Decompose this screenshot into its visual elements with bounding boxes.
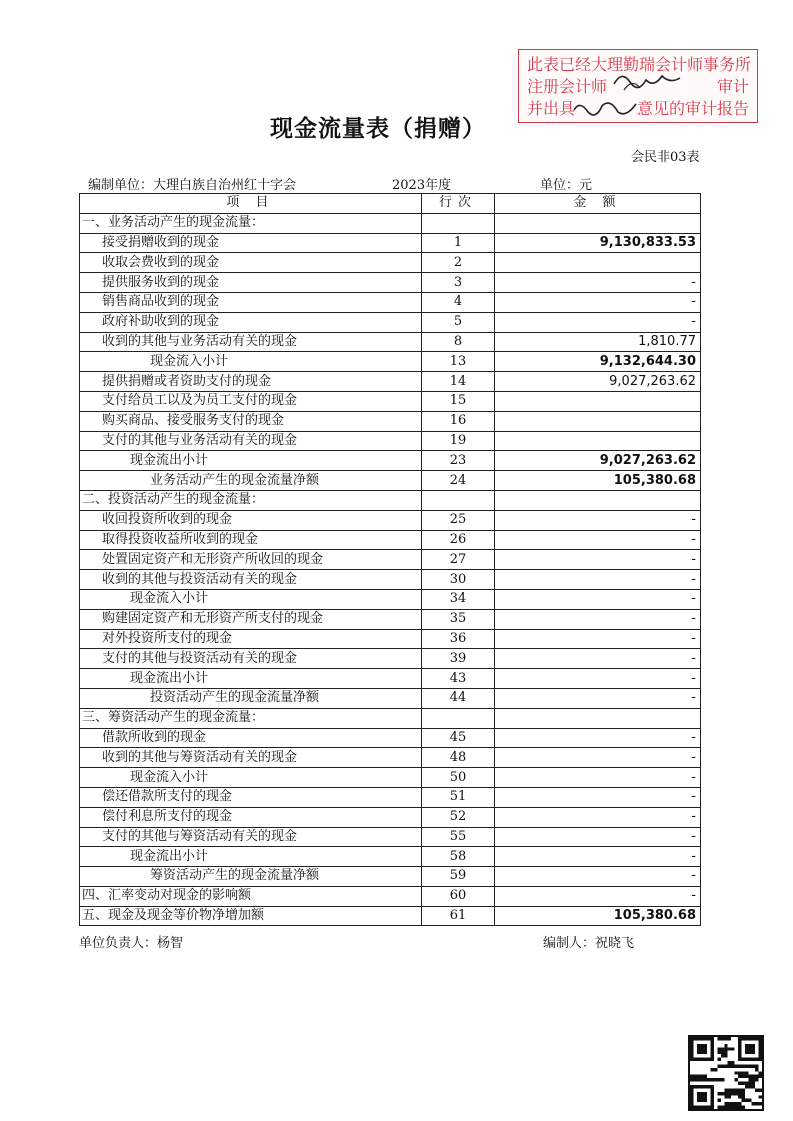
stamp-line-2-left: 注册会计师: [527, 77, 608, 96]
row-amount: -: [495, 629, 701, 649]
row-amount: 1,810.77: [495, 332, 701, 352]
row-amount: 9,027,263.62: [495, 451, 701, 471]
row-line-no: 30: [422, 570, 495, 590]
table-row: [80, 589, 701, 609]
row-line-no: 60: [422, 886, 495, 906]
table-row: [80, 510, 701, 530]
row-amount: -: [495, 550, 701, 570]
row-line-no: 5: [422, 312, 495, 332]
row-line-no: 44: [422, 688, 495, 708]
row-item: 接受捐赠收到的现金: [80, 233, 422, 253]
row-amount: -: [495, 688, 701, 708]
table-row: [80, 273, 701, 293]
row-line-no: [422, 490, 495, 510]
row-amount: [495, 213, 701, 233]
row-line-no: 25: [422, 510, 495, 530]
row-item: 收到的其他与业务活动有关的现金: [80, 332, 422, 352]
row-item: 偿付利息所支付的现金: [80, 807, 422, 827]
row-line-no: 34: [422, 589, 495, 609]
row-line-no: 26: [422, 530, 495, 550]
qr-code: [688, 1035, 764, 1111]
stamp-line-2-right: 审计: [717, 77, 750, 96]
row-item: 购买商品、接受服务支付的现金: [80, 411, 422, 431]
row-item: 业务活动产生的现金流量净额: [80, 471, 422, 491]
reporting-unit: 编制单位：大理白族自治州红十字会: [88, 178, 297, 193]
row-item: 取得投资收益所收到的现金: [80, 530, 422, 550]
row-amount: 9,130,833.53: [495, 233, 701, 253]
row-amount: -: [495, 886, 701, 906]
row-item: 对外投资所支付的现金: [80, 629, 422, 649]
row-amount: [495, 411, 701, 431]
table-row: [80, 550, 701, 570]
row-item: 购建固定资产和无形资产所支付的现金: [80, 609, 422, 629]
row-amount: -: [495, 728, 701, 748]
reporting-year: 2023年度: [392, 178, 452, 193]
row-amount: -: [495, 867, 701, 887]
row-line-no: 50: [422, 768, 495, 788]
row-amount: 105,380.68: [495, 906, 701, 926]
row-line-no: 52: [422, 807, 495, 827]
row-item: 投资活动产生的现金流量净额: [80, 688, 422, 708]
table-row: [80, 253, 701, 273]
row-line-no: 48: [422, 748, 495, 768]
row-amount: [495, 253, 701, 273]
row-line-no: [422, 213, 495, 233]
row-line-no: 1: [422, 233, 495, 253]
row-amount: -: [495, 273, 701, 293]
row-item: 支付给员工以及为员工支付的现金: [80, 391, 422, 411]
table-row: [80, 669, 701, 689]
table-row: [80, 728, 701, 748]
row-item: 一、业务活动产生的现金流量：: [80, 213, 422, 233]
row-item: 收回投资所收到的现金: [80, 510, 422, 530]
row-item: 现金流出小计: [80, 669, 422, 689]
form-code: 会民非03表: [631, 150, 700, 165]
row-line-no: 24: [422, 471, 495, 491]
row-item: 筹资活动产生的现金流量净额: [80, 867, 422, 887]
responsible-person: 单位负责人：杨智: [79, 936, 184, 951]
table-row: [80, 570, 701, 590]
row-amount: -: [495, 787, 701, 807]
row-line-no: 58: [422, 847, 495, 867]
row-item: 四、汇率变动对现金的影响额: [80, 886, 422, 906]
table-row: [80, 807, 701, 827]
row-line-no: [422, 708, 495, 728]
row-item: 提供服务收到的现金: [80, 273, 422, 293]
row-line-no: 15: [422, 391, 495, 411]
table-row: [80, 372, 701, 392]
table-row: [80, 352, 701, 372]
table-row: [80, 312, 701, 332]
row-line-no: 36: [422, 629, 495, 649]
row-item: 现金流出小计: [80, 847, 422, 867]
row-item: 三、筹资活动产生的现金流量：: [80, 708, 422, 728]
row-amount: -: [495, 827, 701, 847]
row-amount: -: [495, 609, 701, 629]
row-amount: -: [495, 669, 701, 689]
row-line-no: 23: [422, 451, 495, 471]
row-line-no: 35: [422, 609, 495, 629]
cash-flow-table: [79, 193, 701, 926]
auditor-signature-1: [610, 66, 690, 96]
row-line-no: 61: [422, 906, 495, 926]
row-item: 处置固定资产和无形资产所收回的现金: [80, 550, 422, 570]
table-row: [80, 411, 701, 431]
table-row: [80, 787, 701, 807]
row-line-no: 8: [422, 332, 495, 352]
row-amount: [495, 490, 701, 510]
table-row: [80, 748, 701, 768]
preparer: 编制人：祝晓飞: [543, 936, 635, 951]
table-row: [80, 886, 701, 906]
row-line-no: 13: [422, 352, 495, 372]
row-amount: 105,380.68: [495, 471, 701, 491]
row-amount: -: [495, 510, 701, 530]
row-line-no: 43: [422, 669, 495, 689]
row-amount: -: [495, 847, 701, 867]
table-row: [80, 827, 701, 847]
table-row: [80, 629, 701, 649]
row-amount: -: [495, 530, 701, 550]
row-item: 政府补助收到的现金: [80, 312, 422, 332]
row-line-no: 39: [422, 649, 495, 669]
row-amount: -: [495, 570, 701, 590]
row-item: 偿还借款所支付的现金: [80, 787, 422, 807]
row-line-no: 4: [422, 292, 495, 312]
row-amount: -: [495, 748, 701, 768]
stamp-line-3-left: 并出具: [527, 99, 576, 118]
header-amount: 金 额: [495, 194, 701, 214]
row-item: 二、投资活动产生的现金流量：: [80, 490, 422, 510]
row-item: 现金流出小计: [80, 451, 422, 471]
header-item: 项 目: [80, 194, 422, 214]
table-row: [80, 332, 701, 352]
row-amount: -: [495, 292, 701, 312]
stamp-line-1: 此表已经大理勤瑞会计师事务所: [527, 55, 752, 74]
table-row: [80, 530, 701, 550]
row-item: 收取会费收到的现金: [80, 253, 422, 273]
table-row: [80, 490, 701, 510]
row-line-no: 14: [422, 372, 495, 392]
row-item: 提供捐赠或者资助支付的现金: [80, 372, 422, 392]
row-item: 现金流入小计: [80, 352, 422, 372]
table-row: [80, 906, 701, 926]
row-line-no: 45: [422, 728, 495, 748]
row-line-no: 55: [422, 827, 495, 847]
table-row: [80, 431, 701, 451]
row-item: 五、现金及现金等价物净增加额: [80, 906, 422, 926]
row-line-no: 59: [422, 867, 495, 887]
row-amount: [495, 391, 701, 411]
row-item: 支付的其他与业务活动有关的现金: [80, 431, 422, 451]
table-row: [80, 471, 701, 491]
table-row: [80, 847, 701, 867]
row-line-no: 27: [422, 550, 495, 570]
table-row: [80, 867, 701, 887]
table-row: [80, 213, 701, 233]
page-title: 现金流量表（捐赠）: [270, 115, 486, 142]
row-item: 销售商品收到的现金: [80, 292, 422, 312]
table-row: [80, 451, 701, 471]
row-amount: -: [495, 312, 701, 332]
row-amount: -: [495, 649, 701, 669]
table-row: [80, 609, 701, 629]
row-item: 支付的其他与筹资活动有关的现金: [80, 827, 422, 847]
row-amount: 9,132,644.30: [495, 352, 701, 372]
table-body: [80, 213, 701, 926]
auditor-signature-2: [570, 94, 650, 124]
table-row: [80, 768, 701, 788]
row-item: 收到的其他与筹资活动有关的现金: [80, 748, 422, 768]
table-row: [80, 391, 701, 411]
row-amount: [495, 431, 701, 451]
row-amount: 9,027,263.62: [495, 372, 701, 392]
row-amount: -: [495, 807, 701, 827]
stamp-line-3-right: 意见的审计报告: [637, 99, 750, 118]
row-line-no: 3: [422, 273, 495, 293]
table-header-row: [80, 194, 701, 214]
table-row: [80, 649, 701, 669]
row-line-no: 2: [422, 253, 495, 273]
row-line-no: 51: [422, 787, 495, 807]
header-line-no: 行次: [422, 194, 495, 214]
row-amount: -: [495, 589, 701, 609]
row-line-no: 19: [422, 431, 495, 451]
currency-unit: 单位：元: [540, 178, 593, 193]
row-item: 现金流入小计: [80, 768, 422, 788]
table-row: [80, 708, 701, 728]
table-row: [80, 292, 701, 312]
row-item: 现金流入小计: [80, 589, 422, 609]
table-row: [80, 688, 701, 708]
row-item: 借款所收到的现金: [80, 728, 422, 748]
row-amount: [495, 708, 701, 728]
row-item: 支付的其他与投资活动有关的现金: [80, 649, 422, 669]
table-row: [80, 233, 701, 253]
row-line-no: 16: [422, 411, 495, 431]
row-item: 收到的其他与投资活动有关的现金: [80, 570, 422, 590]
row-amount: -: [495, 768, 701, 788]
